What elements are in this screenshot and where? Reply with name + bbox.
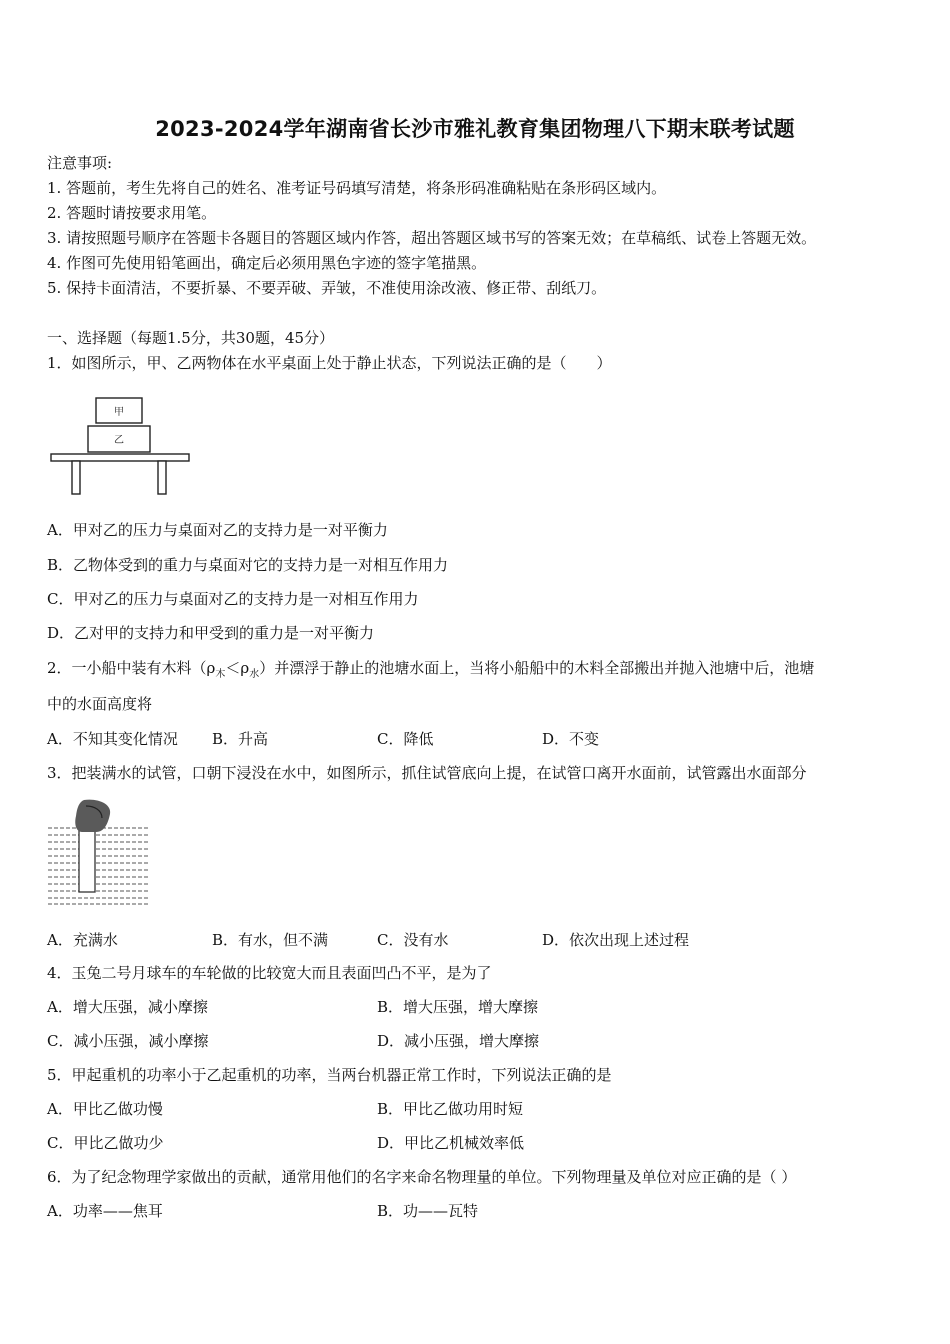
option-c: C．甲对乙的压力与桌面对乙的支持力是一对相互作用力 <box>47 590 419 608</box>
water-lines <box>48 828 148 904</box>
test-tube-figure <box>46 798 150 908</box>
notice-item: 4. 作图可先使用铅笔画出，确定后必须用黑色字迹的签字笔描黑。 <box>47 254 487 272</box>
option-a: A．不知其变化情况 <box>47 730 178 748</box>
question-4-stem: 4．玉兔二号月球车的车轮做的比较宽大而且表面凹凸不平，是为了 <box>47 964 492 982</box>
option-b: B．有水，但不满 <box>212 931 329 949</box>
option-d: D．不变 <box>542 730 600 748</box>
exam-title: 2023-2024学年湖南省长沙市雅礼教育集团物理八下期末联考试题 <box>155 117 795 141</box>
option-a: A．功率——焦耳 <box>47 1202 163 1220</box>
question-3-stem: 3．把装满水的试管，口朝下浸没在水中，如图所示，抓住试管底向上提，在试管口离开水面前，试管露出水面部分 <box>47 764 807 782</box>
option-d: D．依次出现上述过程 <box>542 931 690 949</box>
block-yi-label: 乙 <box>114 435 124 446</box>
table-leg-right <box>158 461 166 494</box>
notice-heading: 注意事项: <box>47 154 113 172</box>
option-a: A．甲比乙做功慢 <box>47 1100 163 1118</box>
option-a: A．充满水 <box>47 931 118 949</box>
question-2-stem-cont: 中的水面高度将 <box>47 695 153 713</box>
question-5-stem: 5．甲起重机的功率小于乙起重机的功率，当两台机器正常工作时，下列说法正确的是 <box>47 1066 612 1084</box>
notice-item: 5. 保持卡面清洁，不要折暴、不要弄破、弄皱，不准使用涂改液、修正带、刮纸刀。 <box>47 279 607 297</box>
table-blocks-figure <box>48 395 193 497</box>
option-c: C．减小压强，减小摩擦 <box>47 1032 209 1050</box>
option-b: B．乙物体受到的重力与桌面对它的支持力是一对相互作用力 <box>47 556 449 574</box>
block-jia-label: 甲 <box>114 407 124 418</box>
option-d: D．乙对甲的支持力和甲受到的重力是一对平衡力 <box>47 624 375 642</box>
option-a: A．增大压强，减小摩擦 <box>47 998 208 1016</box>
notice-item: 2. 答题时请按要求用笔。 <box>47 204 217 222</box>
option-c: C．甲比乙做功少 <box>47 1134 164 1152</box>
option-b: B．功——瓦特 <box>377 1202 479 1220</box>
question-2-stem: 2．一小船中装有木料$(\rho_木<\rho_水)$并漂浮于静止的池塘水面上，当将小船船中的木料全部搬出并抛入池塘中后，池塘 <box>47 659 815 680</box>
table-top <box>51 454 189 461</box>
option-d: D．甲比乙机械效率低 <box>377 1134 525 1152</box>
option-d: D．减小压强，增大摩擦 <box>377 1032 540 1050</box>
option-b: B．升高 <box>212 730 269 748</box>
option-c: C．降低 <box>377 730 434 748</box>
option-b: B．甲比乙做功用时短 <box>377 1100 524 1118</box>
option-a: A．甲对乙的压力与桌面对乙的支持力是一对平衡力 <box>47 521 388 539</box>
section-heading: 一、选择题（每题1.5分，共30题，45分） <box>47 329 335 347</box>
notice-item: 3. 请按照题号顺序在答题卡各题目的答题区域内作答，超出答题区域书写的答案无效；在草稿纸、试卷上答题无效。 <box>47 229 817 247</box>
hand <box>75 800 110 832</box>
table-leg-left <box>72 461 80 494</box>
question-6-stem: 6．为了纪念物理学家做出的贡献，通常用他们的名字来命名物理量的单位。下列物理量及单位对应正确的是（ ） <box>47 1168 797 1186</box>
option-c: C．没有水 <box>377 931 449 949</box>
option-b: B．增大压强，增大摩擦 <box>377 998 539 1016</box>
notice-item: 1. 答题前，考生先将自己的姓名、准考证号码填写清楚，将条形码准确粘贴在条形码区域内。 <box>47 179 667 197</box>
question-1-stem: 1．如图所示，甲、乙两物体在水平桌面上处于静止状态，下列说法正确的是（ ） <box>47 354 612 372</box>
